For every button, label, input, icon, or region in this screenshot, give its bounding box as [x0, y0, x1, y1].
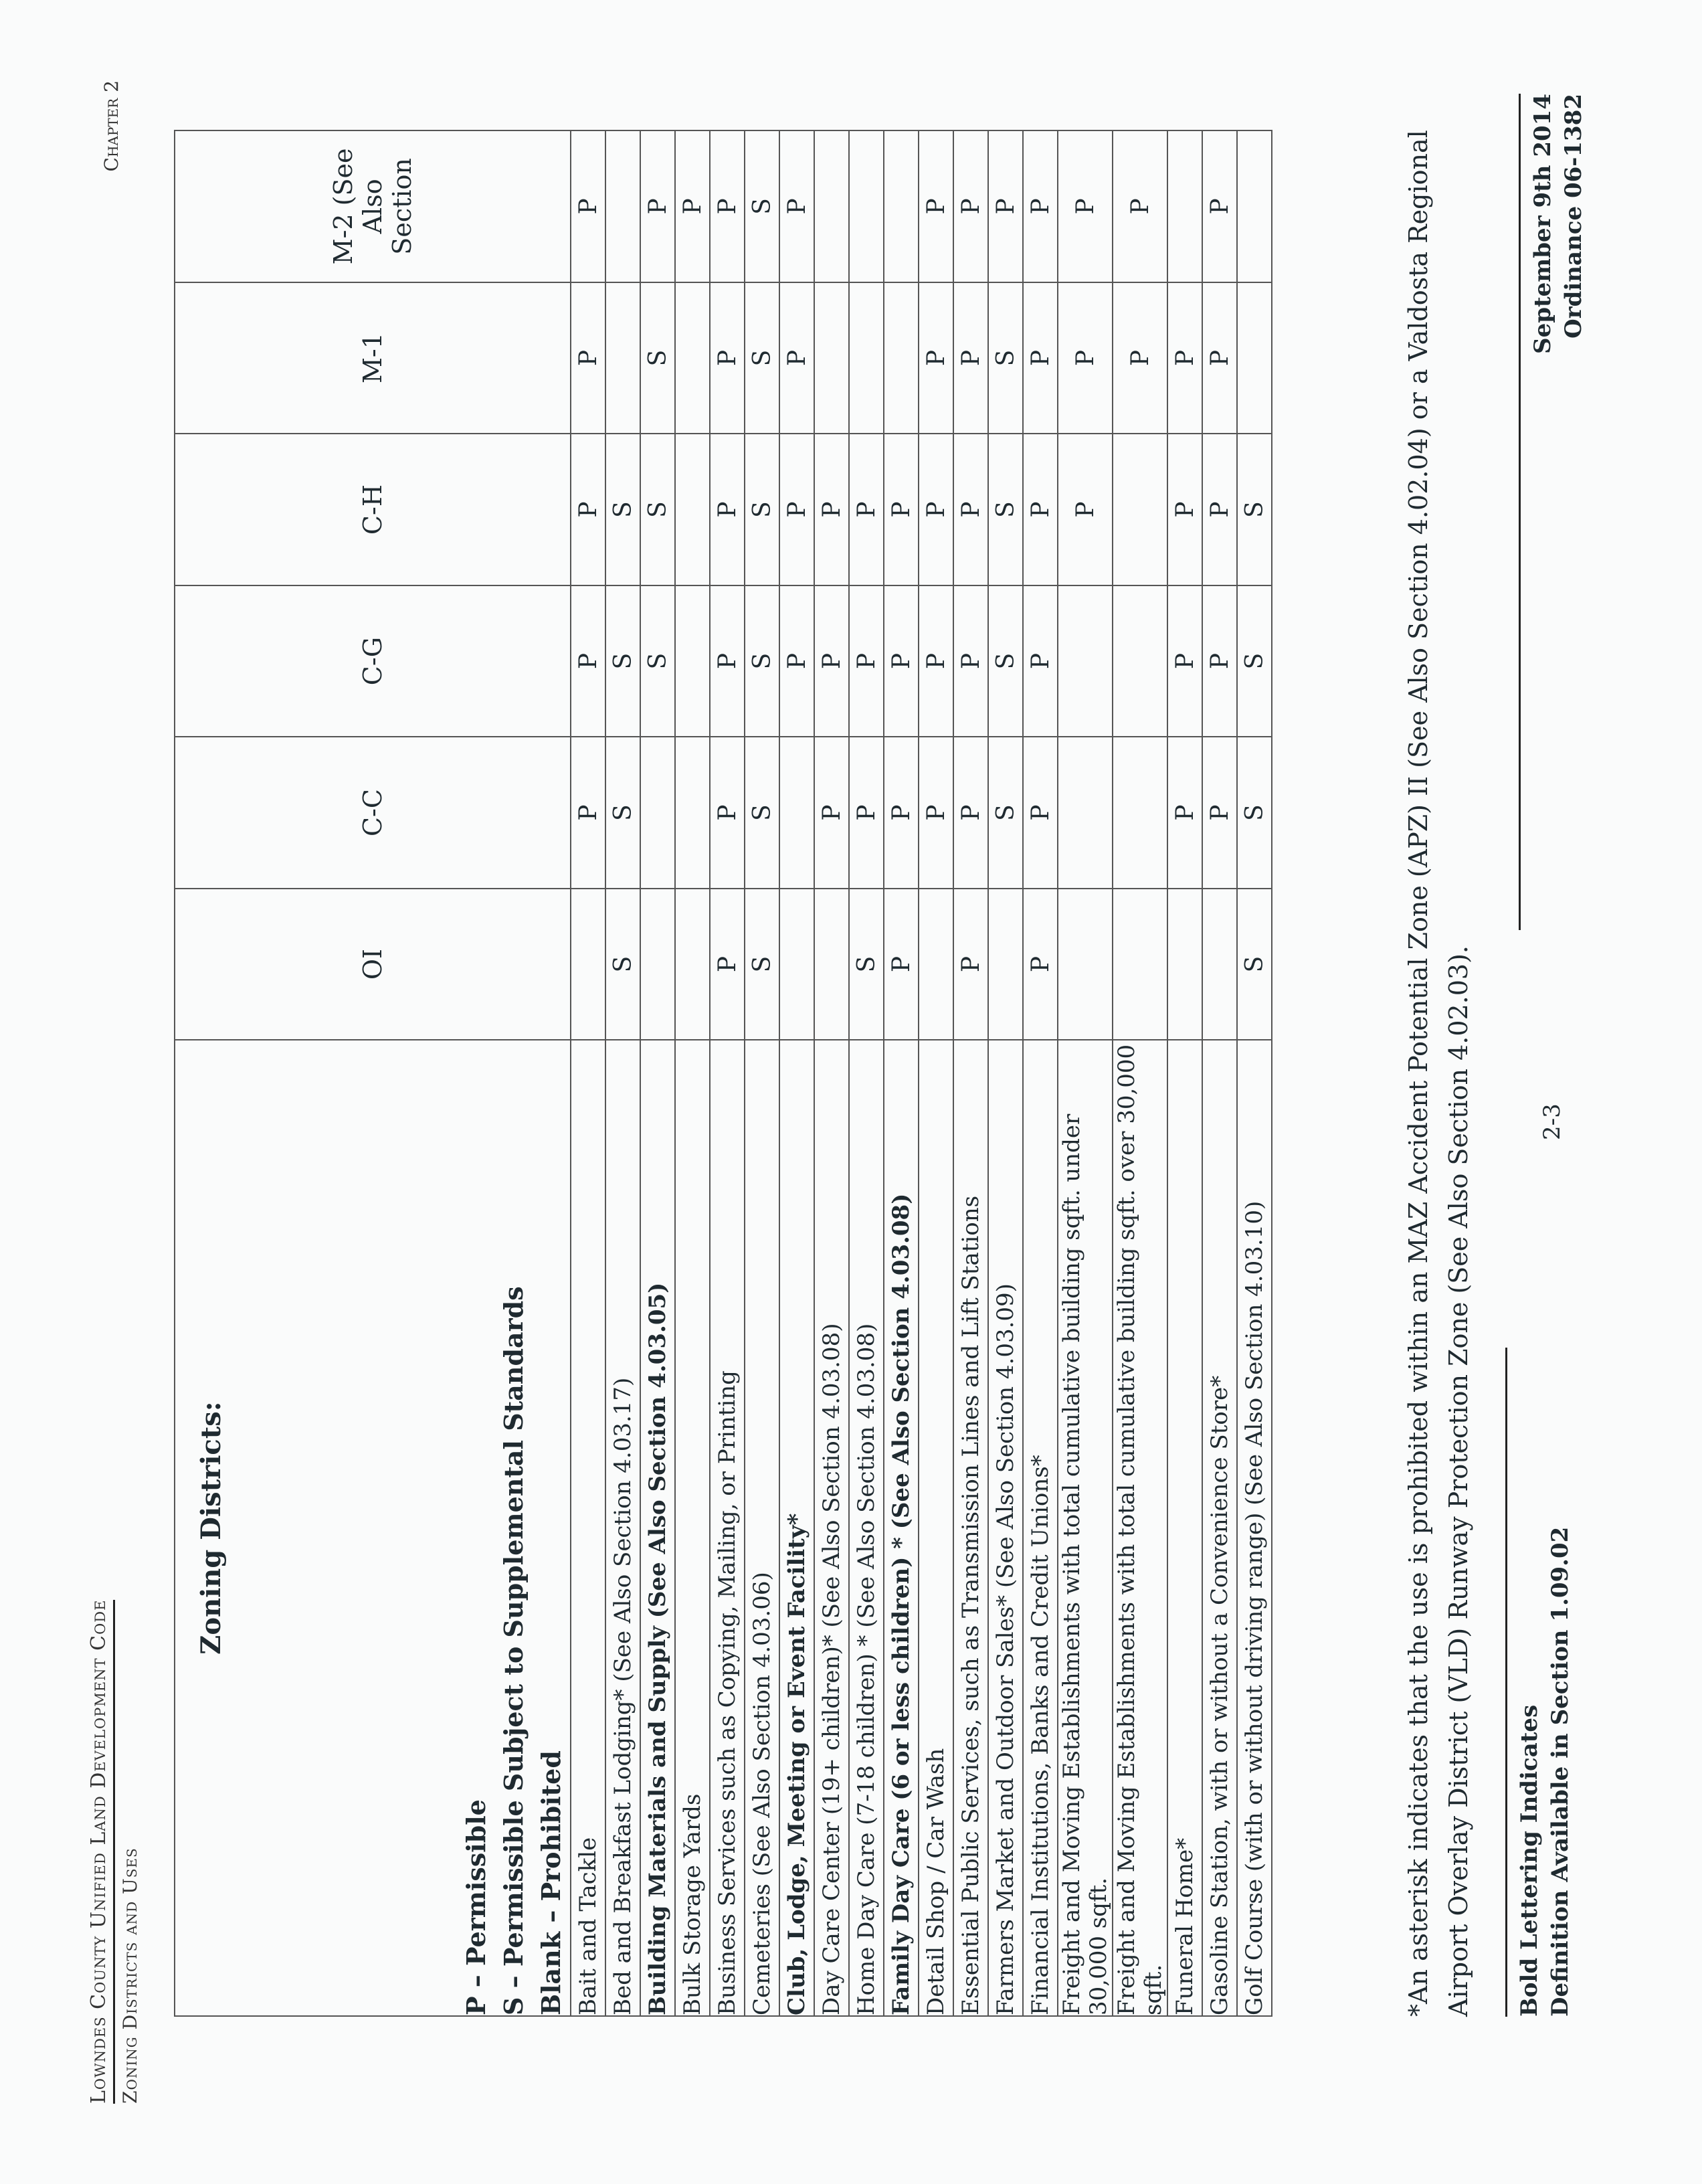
permission-cell: S: [745, 737, 779, 888]
legend-item: S – Permissible Subject to Supplemental Standards: [498, 1286, 529, 2015]
use-name: Freight and Moving Establishments with total cumulative building sqft. over 30,000 sqft.: [1113, 1040, 1167, 2016]
use-name: Bulk Storage Yards: [675, 1040, 710, 2016]
permission-cell: P: [953, 585, 988, 737]
permission-cell: S: [745, 130, 779, 282]
permission-cell: [605, 130, 640, 282]
column-header-c-h: C-H: [175, 434, 571, 585]
document-subtitle: Zoning Districts and Uses: [119, 1847, 141, 2104]
permission-cell: [849, 130, 884, 282]
permission-cell: [988, 889, 1023, 1040]
document-header: [87, 1600, 141, 2104]
table-row: [1023, 130, 1058, 2016]
table-row: [675, 130, 710, 2016]
column-header-m-2: M-2 (See Also Section: [175, 130, 571, 282]
permission-cell: [1167, 130, 1202, 282]
table-row: [884, 130, 919, 2016]
permission-cell: [1167, 889, 1202, 1040]
use-name: Funeral Home*: [1167, 1040, 1202, 2016]
column-header-c-g: C-G: [175, 585, 571, 737]
permission-cell: S: [605, 737, 640, 888]
permission-cell: P: [1023, 130, 1058, 282]
permission-cell: S: [1237, 737, 1272, 888]
permission-cell: [1202, 889, 1237, 1040]
table-row: [1167, 130, 1202, 2016]
permission-cell: P: [710, 434, 745, 585]
permission-cell: S: [640, 585, 675, 737]
permission-cell: P: [814, 585, 849, 737]
permission-cell: S: [605, 585, 640, 737]
permission-cell: S: [988, 282, 1023, 434]
permission-cell: P: [1058, 130, 1113, 282]
zoning-use-table: [174, 130, 1272, 2017]
permission-cell: P: [1023, 434, 1058, 585]
permission-cell: P: [953, 282, 988, 434]
table-row: [1237, 130, 1272, 2016]
use-name: Detail Shop / Car Wash: [919, 1040, 953, 2016]
permission-cell: P: [884, 737, 919, 888]
permission-cell: P: [1023, 282, 1058, 434]
permission-cell: S: [605, 889, 640, 1040]
permission-cell: P: [953, 889, 988, 1040]
legend-cell: [175, 1040, 571, 2016]
permission-cell: P: [1167, 282, 1202, 434]
permission-cell: P: [640, 130, 675, 282]
asterisk-footnote: *An asterisk indicates that the use is prohibited within an MAZ Accident Potential Zone (APZ) II (See Also Section 4.02.04) or a Valdosta Regional Airport Overlay District (VLD) Runway Protection Zone (See Also Section 4.02.03).: [1404, 130, 1473, 2017]
permission-cell: S: [849, 889, 884, 1040]
permission-cell: P: [884, 434, 919, 585]
footer-date: September 9th 2014: [1529, 94, 1556, 354]
permission-cell: P: [710, 130, 745, 282]
permission-cell: [779, 889, 814, 1040]
permission-cell: S: [988, 434, 1023, 585]
permission-cell: S: [988, 737, 1023, 888]
column-header-oi: OI: [175, 889, 571, 1040]
permission-cell: P: [710, 282, 745, 434]
permission-cell: P: [1023, 585, 1058, 737]
permission-cell: P: [953, 434, 988, 585]
permission-cell: P: [1058, 434, 1113, 585]
table-row: [849, 130, 884, 2016]
use-name: Family Day Care (6 or less children) * (See Also Section 4.03.08): [884, 1040, 919, 2016]
use-name: Day Care Center (19+ children)* (See Also Section 4.03.08): [814, 1040, 849, 2016]
use-name: Financial Institutions, Banks and Credit Unions*: [1023, 1040, 1058, 2016]
permission-cell: P: [953, 130, 988, 282]
permission-cell: S: [1237, 585, 1272, 737]
permission-cell: [605, 282, 640, 434]
permission-cell: P: [779, 585, 814, 737]
table-row: [1113, 130, 1167, 2016]
permission-cell: [1113, 889, 1167, 1040]
permission-cell: [1113, 434, 1167, 585]
chapter-label: Chapter 2: [100, 80, 122, 172]
permission-cell: P: [675, 130, 710, 282]
permission-cell: P: [919, 737, 953, 888]
permission-cell: [814, 130, 849, 282]
permission-cell: [675, 889, 710, 1040]
permission-cell: [675, 282, 710, 434]
permission-cell: P: [1023, 737, 1058, 888]
legend-item: P – Permissible: [461, 1799, 491, 2015]
permission-cell: P: [1058, 282, 1113, 434]
permission-cell: [919, 889, 953, 1040]
use-name: Building Materials and Supply (See Also Section 4.03.05): [640, 1040, 675, 2016]
permission-cell: P: [571, 130, 605, 282]
permission-cell: P: [1167, 434, 1202, 585]
permission-cell: [675, 434, 710, 585]
page-number: 2-3: [1539, 1103, 1566, 1140]
permission-cell: P: [1167, 585, 1202, 737]
permission-cell: [1113, 585, 1167, 737]
permission-cell: P: [710, 585, 745, 737]
permission-cell: P: [919, 130, 953, 282]
table-row: [640, 130, 675, 2016]
permission-cell: [1237, 130, 1272, 282]
permission-cell: [571, 889, 605, 1040]
permission-cell: S: [988, 585, 1023, 737]
use-name: Gasoline Station, with or without a Convenience Store*: [1202, 1040, 1237, 2016]
permission-cell: P: [571, 434, 605, 585]
use-name: Bed and Breakfast Lodging* (See Also Section 4.03.17): [605, 1040, 640, 2016]
permission-cell: S: [745, 282, 779, 434]
table-row: [710, 130, 745, 2016]
use-name: Golf Course (with or without driving range) (See Also Section 4.03.10): [1237, 1040, 1272, 2016]
permission-cell: P: [953, 737, 988, 888]
table-row: [953, 130, 988, 2016]
column-header-c-c: C-C: [175, 737, 571, 888]
permission-cell: P: [814, 737, 849, 888]
footer-bold-note: [1505, 1348, 1576, 2017]
permission-cell: [884, 282, 919, 434]
permission-cell: P: [884, 889, 919, 1040]
use-name: Business Services such as Copying, Mailing, or Printing: [710, 1040, 745, 2016]
table-row: [1202, 130, 1237, 2016]
table-row: [1058, 130, 1113, 2016]
permission-cell: [814, 282, 849, 434]
permission-cell: P: [1167, 737, 1202, 888]
permission-cell: P: [884, 585, 919, 737]
table-row: [605, 130, 640, 2016]
permission-cell: P: [849, 585, 884, 737]
permission-cell: P: [919, 585, 953, 737]
permission-cell: P: [988, 130, 1023, 282]
permission-cell: P: [779, 434, 814, 585]
permission-cell: P: [1202, 737, 1237, 888]
legend-item: Blank – Prohibited: [536, 1750, 566, 2015]
use-name: Farmers Market and Outdoor Sales* (See Also Section 4.03.09): [988, 1040, 1023, 2016]
permission-cell: P: [1202, 282, 1237, 434]
permission-cell: P: [571, 737, 605, 888]
permission-cell: [640, 737, 675, 888]
permission-cell: P: [919, 282, 953, 434]
permission-cell: [675, 737, 710, 888]
permission-cell: P: [849, 737, 884, 888]
permission-cell: [1058, 889, 1113, 1040]
document-title: Lowndes County Unified Land Development Code: [87, 1600, 115, 2104]
permission-cell: P: [779, 130, 814, 282]
permission-cell: P: [1202, 585, 1237, 737]
permission-cell: [1113, 737, 1167, 888]
table-row: [779, 130, 814, 2016]
use-name: Bait and Tackle: [571, 1040, 605, 2016]
permission-cell: S: [745, 889, 779, 1040]
legend-title: Zoning Districts:: [195, 1401, 227, 1655]
table-body: [571, 130, 1272, 2016]
permission-cell: S: [640, 282, 675, 434]
permission-cell: [849, 282, 884, 434]
permission-cell: P: [849, 434, 884, 585]
table-row: [814, 130, 849, 2016]
permission-cell: S: [640, 434, 675, 585]
permission-cell: S: [745, 585, 779, 737]
use-name: Essential Public Services, such as Transmission Lines and Lift Stations: [953, 1040, 988, 2016]
table-row: [571, 130, 605, 2016]
permission-cell: P: [1202, 434, 1237, 585]
permission-cell: P: [779, 282, 814, 434]
table-row: [919, 130, 953, 2016]
footer-bold-line1: Bold Lettering Indicates: [1516, 1704, 1543, 2017]
permission-cell: P: [710, 889, 745, 1040]
permission-cell: [675, 585, 710, 737]
permission-cell: S: [1237, 434, 1272, 585]
use-name: Cemeteries (See Also Section 4.03.06): [745, 1040, 779, 2016]
column-header-m-1: M-1: [175, 282, 571, 434]
table-header-row: [175, 130, 571, 2016]
use-name: Club, Lodge, Meeting or Event Facility*: [779, 1040, 814, 2016]
permission-cell: S: [745, 434, 779, 585]
permission-cell: S: [1237, 889, 1272, 1040]
permission-cell: P: [710, 737, 745, 888]
permission-cell: P: [1113, 282, 1167, 434]
permission-cell: P: [919, 434, 953, 585]
permission-cell: P: [814, 434, 849, 585]
footer-ordinance: [1519, 94, 1589, 930]
permission-cell: S: [605, 434, 640, 585]
table-row: [745, 130, 779, 2016]
table-row: [988, 130, 1023, 2016]
permission-cell: [1058, 585, 1113, 737]
permission-cell: [1237, 282, 1272, 434]
use-name: Home Day Care (7-18 children) * (See Also Section 4.03.08): [849, 1040, 884, 2016]
footer-bold-line2: Definition Available in Section 1.09.02: [1547, 1526, 1574, 2017]
permission-cell: P: [571, 585, 605, 737]
permission-cell: P: [1113, 130, 1167, 282]
permission-cell: P: [1202, 130, 1237, 282]
permission-cell: P: [1023, 889, 1058, 1040]
footer-ordinance-number: Ordinance 06-1382: [1560, 94, 1587, 339]
permission-cell: [779, 737, 814, 888]
permission-cell: [1058, 737, 1113, 888]
permission-cell: [884, 130, 919, 282]
use-name: Freight and Moving Establishments with total cumulative building sqft. under 30,000 sqft.: [1058, 1040, 1113, 2016]
permission-cell: P: [571, 282, 605, 434]
permission-cell: [814, 889, 849, 1040]
permission-cell: [640, 889, 675, 1040]
